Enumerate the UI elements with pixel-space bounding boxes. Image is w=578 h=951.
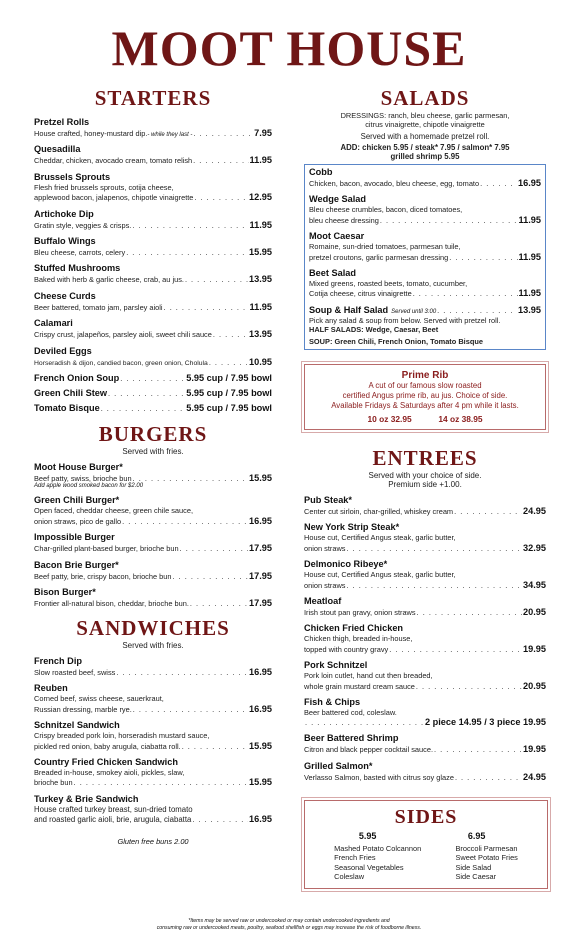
item-desc: Chicken thigh, breaded in-house, (304, 634, 413, 644)
item-name: Calamari (34, 318, 73, 329)
item-desc: Mixed greens, roasted beets, tomato, cucumber, (309, 279, 468, 289)
item-desc: Beer battered cod, coleslaw. (304, 708, 397, 718)
item-desc: Gratin style, veggies & crisps. (34, 220, 132, 230)
item-name: Delmonico Ribeye* (304, 559, 388, 570)
menu-item (309, 167, 541, 188)
side-item: Broccoli Parmesan (455, 844, 518, 853)
item-price: 17.95 (249, 598, 272, 609)
item-note: Served until 3:00 (391, 308, 437, 315)
salads-heading: SALADS (380, 86, 470, 110)
entrees-section (304, 446, 546, 782)
item-name: Moot Caesar (309, 231, 365, 242)
pretzel-text: Served with a homemade pretzel roll. (360, 132, 490, 141)
side-item: Side Salad (455, 862, 492, 872)
item-price: 24.95 (523, 506, 546, 516)
item-desc: Bleu cheese, carrots, celery (34, 248, 126, 258)
item-desc: House cut, Certified Angus steak, garlic butter, (304, 533, 456, 543)
item-name: Artichoke Dip (34, 208, 94, 219)
item-name: Stuffed Mushrooms (34, 263, 121, 274)
menu-item (309, 231, 541, 262)
item-desc: Beer battered, tomato jam, parsley aioli (34, 302, 163, 312)
menu-item (34, 495, 272, 526)
item-name: Turkey & Brie Sandwich (34, 793, 139, 804)
menu-item (304, 660, 546, 691)
item-desc: Chicken, bacon, avocado, bleu cheese, egg, tomato (309, 179, 480, 188)
dressings-text: DRESSINGS: ranch, bleu cheese, garlic parmesan, (340, 111, 510, 120)
menu-item (34, 172, 272, 203)
item-name: Grilled Salmon* (304, 760, 373, 771)
item-price: 7.95 (254, 128, 272, 138)
prime-rib-desc: certified Angus prime rib, au jus. Choice of side. (342, 391, 508, 400)
menu-item (34, 291, 272, 312)
menu-item (34, 656, 272, 677)
side-item: Seasonal Vegetables (334, 862, 404, 872)
item-price: 19.95 (523, 643, 546, 654)
item-name: Buffalo Wings (34, 236, 96, 247)
item-desc: Breaded in-house, smokey aioli, pickles, slaw, (34, 768, 185, 778)
item-desc: onion straws (304, 543, 346, 553)
item-name: Quesadilla (34, 144, 81, 155)
item-name: Soup & Half Salad (309, 304, 389, 315)
item-desc: Slow roasted beef, swiss (34, 668, 116, 677)
sides-box (304, 800, 548, 889)
item-desc: Pork loin cutlet, hand cut then breaded, (304, 671, 433, 681)
item-price: 15.95 (249, 740, 272, 751)
sandwiches-section (34, 616, 272, 846)
prime-rib-desc: Available Fridays & Saturdays after 4 pm while it lasts. (331, 401, 519, 410)
item-desc: Corned beef, swiss cheese, sauerkraut, (34, 694, 164, 704)
item-name: Bacon Brie Burger* (34, 559, 119, 570)
item-price: 13.95 (249, 274, 272, 285)
sides-price: 5.95 (358, 831, 377, 841)
burgers-heading: BURGERS (98, 422, 208, 446)
menu-item (304, 623, 546, 654)
item-price: 11.95 (249, 219, 272, 230)
half-salads-text: HALF SALADS: Wedge, Caesar, Beet (309, 325, 439, 335)
item-name: Country Fried Chicken Sandwich (34, 757, 178, 768)
item-price: 13.95 (518, 304, 541, 315)
item-desc: Center cut sirloin, char-grilled, whiskey cream (304, 507, 454, 516)
item-name: Cheese Curds (34, 290, 96, 301)
item-desc: bleu cheese dressing (309, 215, 379, 225)
sides-heading: SIDES (394, 806, 458, 828)
menu-item (34, 532, 272, 553)
item-price: 16.95 (249, 515, 272, 526)
side-item: Mashed Potato Colcannon (334, 844, 422, 853)
starters-list (34, 117, 272, 368)
sides-col (455, 831, 517, 882)
prime-rib-price: 10 oz 32.95 (367, 414, 412, 424)
item-name: Impossible Burger (34, 532, 115, 543)
item-price: 10.95 (249, 356, 272, 367)
menu-item (34, 794, 272, 825)
prime-rib-prices (311, 414, 539, 424)
page-title: MOOT HOUSE (111, 20, 467, 76)
soup-options-text: SOUP: Green Chili, French Onion, Tomato Bisque (309, 336, 483, 346)
menu-item (34, 318, 272, 339)
item-desc: Crispy breaded pork loin, horseradish mustard sauce, (34, 731, 210, 741)
item-desc: Bleu cheese crumbles, bacon, diced tomatoes, (309, 205, 463, 215)
side-item: Side Caesar (455, 872, 497, 882)
item-price: 20.95 (523, 680, 546, 691)
item-name: Cobb (309, 167, 333, 177)
entrees-sub: Served with your choice of side. (368, 471, 482, 480)
menu-item (309, 268, 541, 299)
side-item: French Fries (334, 853, 376, 863)
starters-heading: STARTERS (94, 86, 212, 110)
menu-item (309, 194, 541, 225)
entrees-heading: ENTREES (372, 446, 478, 470)
soup-name: French Onion Soup (34, 373, 120, 384)
item-price: 13.95 (249, 329, 272, 340)
menu-item (34, 720, 272, 751)
item-desc: Romaine, sun-dried tomatoes, parmesan tuile, (309, 242, 461, 252)
item-name: Meatloaf (304, 596, 342, 607)
item-desc: House cut, Certified Angus steak, garlic butter, (304, 570, 456, 580)
item-desc: House crafted, honey-mustard dip. (34, 129, 148, 138)
soups-list (34, 373, 272, 413)
menu-item (304, 697, 546, 727)
menu-item (34, 144, 272, 165)
item-price: 17.95 (249, 543, 272, 554)
item-desc: pretzel croutons, garlic parmesan dressing (309, 252, 449, 262)
prime-rib-title: Prime Rib (401, 370, 449, 381)
item-price: 15.95 (249, 777, 272, 788)
menu-item (34, 560, 272, 581)
salads-box (304, 164, 546, 350)
item-price: 15.95 (249, 473, 272, 483)
item-price: 11.95 (518, 251, 541, 262)
item-price: 16.95 (249, 814, 272, 825)
side-item: Sweet Potato Fries (455, 853, 518, 863)
menu-item (34, 346, 272, 368)
item-desc: pickled red onion, baby arugula, ciabatta roll. (34, 741, 181, 751)
item-price: 20.95 (523, 607, 546, 618)
item-name: French Dip (34, 656, 82, 666)
footer-line: *Items may be served raw or undercooked or may contain undercooked ingredients and (188, 918, 390, 924)
item-desc: applewood bacon, jalapenos, chipotle vinaigrette (34, 193, 194, 203)
soup-name: Green Chili Stew (34, 388, 108, 399)
item-name: Green Chili Burger* (34, 495, 120, 506)
burgers-section (34, 422, 272, 608)
item-name: Schnitzel Sandwich (34, 720, 120, 731)
item-note: - while they last - (147, 132, 193, 138)
menu-item (34, 683, 272, 714)
item-price: 24.95 (523, 771, 546, 782)
add-ons-text: ADD: chicken 5.95 / steak* 7.95 / salmon* 7.95 (340, 143, 510, 152)
item-price: 16.95 (518, 178, 541, 188)
menu-item (34, 236, 272, 257)
item-desc: onion straws (304, 580, 346, 590)
prime-rib-price: 14 oz 38.95 (438, 414, 483, 424)
side-item: Coleslaw (334, 872, 365, 882)
burgers-sub: Served with fries. (122, 447, 184, 456)
item-desc: brioche bun (34, 778, 73, 788)
sandwiches-sub: Served with fries. (122, 641, 184, 650)
menu-item (304, 522, 546, 553)
soup-name: Tomato Bisque (34, 403, 100, 414)
item-name: Wedge Salad (309, 194, 367, 205)
sides-col (334, 831, 421, 882)
item-desc: Open faced, cheddar cheese, green chile sauce, (34, 506, 194, 516)
item-desc: Baked with herb & garlic cheese, crab, au jus. (34, 275, 184, 285)
item-note: Add apple wood smoked bacon for $2.00 (34, 483, 144, 490)
menu-item (34, 209, 272, 230)
item-name: New York Strip Steak* (304, 522, 400, 533)
menu-item (304, 495, 546, 516)
item-desc: Russian dressing, marble rye. (34, 704, 132, 714)
item-price: 11.95 (518, 288, 541, 299)
item-price: 12.95 (249, 192, 272, 203)
item-name: Pub Steak* (304, 495, 352, 505)
item-name: Chicken Fried Chicken (304, 623, 404, 634)
item-price: 11.95 (518, 214, 541, 225)
item-price: 16.95 (249, 703, 272, 714)
item-price: 11.95 (249, 155, 272, 166)
item-price: 32.95 (523, 542, 546, 553)
item-desc: Flesh fried brussels sprouts, cotija cheese, (34, 182, 174, 192)
item-desc: Horseradish & dijon, candied bacon, green onion, Cholula (34, 359, 208, 367)
item-desc: whole grain mustard cream sauce (304, 681, 415, 691)
menu-item (34, 587, 272, 608)
entrees-sub: Premium side +1.00. (388, 480, 462, 489)
item-desc: and roasted garlic aioli, brie, arugula, ciabatta (34, 815, 192, 825)
menu-item (304, 761, 546, 782)
sides-columns (307, 831, 545, 882)
menu-item (304, 559, 546, 590)
menu-item (34, 117, 272, 138)
item-price: 34.95 (523, 579, 546, 590)
item-name: Deviled Eggs (34, 345, 92, 356)
item-desc: Irish stout pan gravy, onion straws (304, 608, 416, 618)
item-name: Beet Salad (309, 268, 356, 279)
gluten-note: Gluten free buns 2.00 (117, 836, 189, 846)
item-desc: Beef patty, brie, crispy bacon, brioche bun (34, 571, 172, 581)
menu-item (34, 263, 272, 284)
left-column (34, 86, 272, 413)
prime-rib-desc: A cut of our famous slow roasted (368, 381, 482, 390)
item-name: Bison Burger* (34, 587, 96, 598)
item-name: Brussels Sprouts (34, 171, 111, 182)
item-desc: Verlasso Salmon, basted with citrus soy glaze (304, 772, 454, 782)
item-name: Moot House Burger* (34, 462, 123, 472)
salads-section (304, 86, 546, 350)
item-desc: onion straws, pico de gallo (34, 516, 122, 526)
item-desc: topped with country gravy (304, 644, 389, 654)
soup-price: 5.95 cup / 7.95 bowl (186, 388, 272, 399)
menu-item (34, 462, 272, 489)
item-price: 19.95 (523, 744, 546, 755)
item-price: 16.95 (249, 667, 272, 677)
item-desc: Beef patty, swiss, brioche bun (34, 474, 132, 483)
item-price: 17.95 (249, 570, 272, 581)
item-desc: Cotija cheese, citrus vinaigrette (309, 289, 412, 299)
item-price: 2 piece 14.95 / 3 piece 19.95 (424, 717, 546, 728)
item-price: 15.95 (249, 247, 272, 258)
item-desc: Char-grilled plant-based burger, brioche bun (34, 544, 179, 554)
add-ons-text: grilled shrimp 5.95 (390, 152, 460, 161)
footer-line: consuming raw or undercooked meats, poultry, seafood shellfish or eggs may increase the risk of foodborne illness. (156, 925, 422, 931)
item-desc: Cheddar, chicken, avocado cream, tomato relish (34, 156, 193, 166)
menu-item (304, 596, 546, 617)
item-desc: Citron and black pepper cocktail sauce. (304, 745, 433, 755)
soup-price: 5.95 cup / 7.95 bowl (186, 373, 272, 384)
item-price: 11.95 (249, 301, 272, 312)
menu-item (304, 733, 546, 754)
sides-price: 6.95 (467, 831, 486, 841)
item-desc: Frontier all-natural bison, cheddar, brioche bun. (34, 599, 189, 609)
menu-item (309, 305, 541, 346)
sandwiches-heading: SANDWICHES (76, 616, 230, 640)
menu-item (34, 757, 272, 788)
item-name: Reuben (34, 683, 68, 694)
item-desc: House crafted turkey breast, sun-dried tomato (34, 804, 193, 814)
item-desc: Crispy crust, jalapeños, parsley aioli, sweet chili sauce (34, 330, 212, 340)
prime-rib-box (304, 364, 546, 430)
item-name: Pretzel Rolls (34, 117, 90, 127)
item-name: Beer Battered Shrimp (304, 733, 399, 744)
soup-price: 5.95 cup / 7.95 bowl (186, 403, 272, 414)
item-name: Fish & Chips (304, 697, 361, 708)
dressings-text: citrus vinaigrette, chipotle vinaigrette (365, 120, 485, 129)
item-desc: Pick any salad & soup from below. Served with pretzel roll. (309, 315, 501, 325)
footer-disclaimer (0, 918, 578, 932)
item-name: Pork Schnitzel (304, 660, 368, 671)
